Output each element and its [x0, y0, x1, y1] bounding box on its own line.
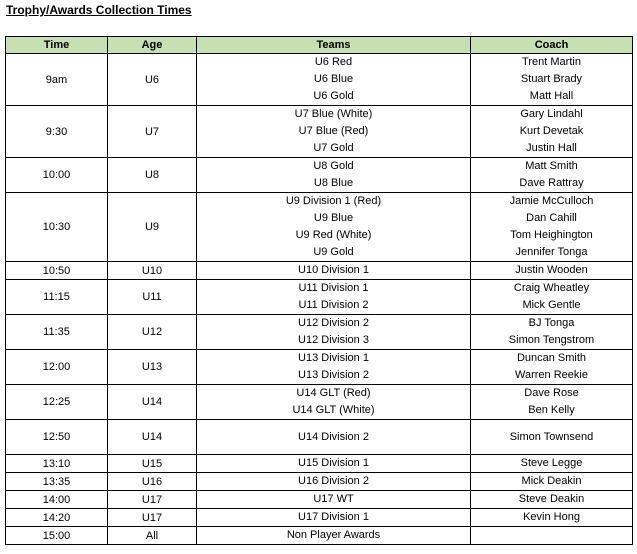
teams-cell: U14 Division 2	[197, 420, 471, 455]
time-cell: 9am	[6, 54, 108, 106]
coach-cell: Simon Townsend	[471, 420, 633, 455]
age-cell: U11	[108, 280, 197, 315]
table-row	[6, 262, 633, 280]
table-row	[6, 385, 633, 420]
coach-name: Dan Cahill	[526, 212, 577, 224]
team-name: U12 Division 2	[298, 317, 369, 329]
time-cell: 10:00	[6, 158, 108, 193]
age-cell: U14	[108, 420, 197, 455]
teams-cell	[197, 315, 471, 350]
team-name: U9 Blue	[313, 212, 354, 224]
time-cell: 9:30	[6, 106, 108, 158]
team-name: U9 Gold	[313, 246, 354, 258]
team-name: U11 Division 1	[298, 282, 369, 294]
age-cell: U7	[108, 106, 197, 158]
team-name: U7 Gold	[313, 142, 354, 154]
team-name: U13 Division 1	[298, 352, 369, 364]
team-name: U6 Red	[314, 56, 353, 68]
coach-cell: Mick Deakin	[471, 473, 633, 491]
table-row	[6, 280, 633, 315]
team-name: U9 Red (White)	[295, 229, 372, 241]
time-cell: 15:00	[6, 527, 108, 545]
age-cell: U13	[108, 350, 197, 385]
team-name: U13 Division 2	[298, 369, 369, 381]
age-cell: All	[108, 527, 197, 545]
teams-cell: Non Player Awards	[197, 527, 471, 545]
header-teams: Teams	[197, 37, 471, 54]
age-cell: U17	[108, 491, 197, 509]
coach-name: Kurt Devetak	[519, 125, 584, 137]
age-cell: U16	[108, 473, 197, 491]
coach-cell	[471, 280, 633, 315]
time-cell: 10:30	[6, 193, 108, 262]
age-cell: U17	[108, 509, 197, 527]
coach-name: Trent Martin	[522, 56, 581, 68]
header-age: Age	[108, 37, 197, 54]
coach-name: Justin Hall	[526, 142, 577, 154]
time-cell: 12:25	[6, 385, 108, 420]
page-title: Trophy/Awards Collection Times	[6, 3, 192, 17]
team-name: U8 Blue	[313, 177, 354, 189]
teams-cell	[197, 350, 471, 385]
teams-cell	[197, 54, 471, 106]
coach-name: Dave Rose	[524, 387, 579, 399]
team-name: U7 Blue (Red)	[298, 125, 369, 137]
coach-name: Simon Tengstrom	[508, 334, 595, 346]
table-row	[6, 315, 633, 350]
coach-cell: Steve Deakin	[471, 491, 633, 509]
time-cell: 13:35	[6, 473, 108, 491]
team-name: U7 Blue (White)	[294, 108, 373, 120]
coach-cell	[471, 54, 633, 106]
team-name: U6 Gold	[313, 90, 354, 102]
team-name: U9 Division 1 (Red)	[285, 195, 382, 207]
coach-name: Matt Smith	[525, 160, 578, 172]
teams-cell	[197, 385, 471, 420]
age-cell: U12	[108, 315, 197, 350]
coach-name: BJ Tonga	[528, 317, 575, 329]
coach-cell: Justin Wooden	[471, 262, 633, 280]
table-row	[6, 527, 633, 545]
teams-cell: U10 Division 1	[197, 262, 471, 280]
coach-cell	[471, 385, 633, 420]
table-row	[6, 473, 633, 491]
age-cell: U9	[108, 193, 197, 262]
coach-name: Gary Lindahl	[520, 108, 583, 120]
team-name: U14 GLT (Red)	[296, 387, 371, 399]
time-cell: 12:00	[6, 350, 108, 385]
coach-cell	[471, 193, 633, 262]
table-row	[6, 106, 633, 158]
table-row	[6, 420, 633, 455]
header-coach: Coach	[471, 37, 633, 54]
teams-cell: U17 Division 1	[197, 509, 471, 527]
coach-name: Tom Heighington	[510, 229, 593, 241]
coach-name: Warren Reekie	[515, 369, 588, 381]
time-cell: 10:50	[6, 262, 108, 280]
team-name: U8 Gold	[313, 160, 354, 172]
teams-cell: U16 Division 2	[197, 473, 471, 491]
teams-cell: U15 Division 1	[197, 455, 471, 473]
schedule-body	[6, 54, 633, 545]
time-cell: 12:50	[6, 420, 108, 455]
coach-cell: Steve Legge	[471, 455, 633, 473]
age-cell: U15	[108, 455, 197, 473]
coach-name: Duncan Smith	[516, 352, 587, 364]
age-cell: U8	[108, 158, 197, 193]
table-row	[6, 455, 633, 473]
coach-name: Mick Gentle	[522, 299, 581, 311]
team-name: U11 Division 2	[298, 299, 369, 311]
coach-cell: Kevin Hong	[471, 509, 633, 527]
teams-cell	[197, 158, 471, 193]
coach-name: Craig Wheatley	[513, 282, 590, 294]
coach-name: Matt Hall	[529, 90, 574, 102]
table-row	[6, 491, 633, 509]
header-time: Time	[6, 37, 108, 54]
age-cell: U6	[108, 54, 197, 106]
time-cell: 14:20	[6, 509, 108, 527]
coach-name: Stuart Brady	[520, 73, 583, 85]
coach-name: Jennifer Tonga	[515, 246, 588, 258]
coach-cell	[471, 315, 633, 350]
teams-cell: U17 WT	[197, 491, 471, 509]
age-cell: U14	[108, 385, 197, 420]
coach-cell	[471, 106, 633, 158]
table-row	[6, 350, 633, 385]
time-cell: 11:15	[6, 280, 108, 315]
header-row	[6, 37, 633, 54]
table-row	[6, 509, 633, 527]
coach-name: Jamie McCulloch	[509, 195, 594, 207]
team-name: U6 Blue	[313, 73, 354, 85]
team-name: U14 GLT (White)	[292, 404, 375, 416]
time-cell: 14:00	[6, 491, 108, 509]
coach-name: Ben Kelly	[528, 404, 575, 416]
table-row	[6, 54, 633, 106]
team-name: U12 Division 3	[298, 334, 369, 346]
table-row	[6, 158, 633, 193]
time-cell: 11:35	[6, 315, 108, 350]
coach-cell	[471, 527, 633, 545]
coach-cell	[471, 158, 633, 193]
table-row	[6, 193, 633, 262]
age-cell: U10	[108, 262, 197, 280]
time-cell: 13:10	[6, 455, 108, 473]
teams-cell	[197, 106, 471, 158]
coach-name: Dave Rattray	[519, 177, 584, 189]
coach-cell	[471, 350, 633, 385]
teams-cell	[197, 193, 471, 262]
schedule-table	[5, 36, 633, 545]
teams-cell	[197, 280, 471, 315]
